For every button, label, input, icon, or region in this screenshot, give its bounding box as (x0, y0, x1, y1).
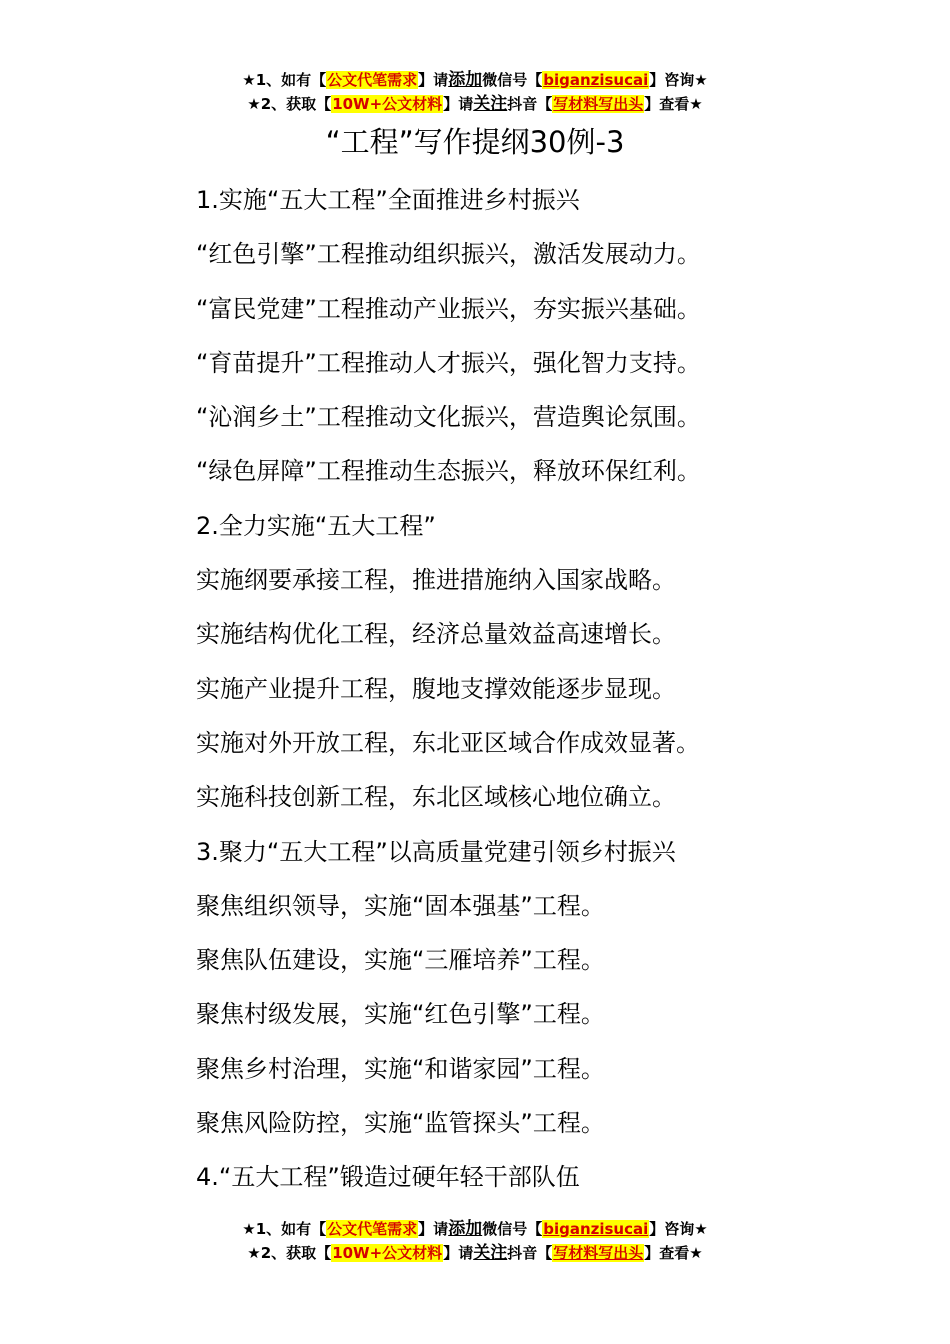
section-heading: 1.实施“五大工程”全面推进乡村振兴 (196, 186, 580, 214)
body-line: 聚焦队伍建设，实施“三雁培养”工程。 (196, 946, 605, 975)
banner-line-2-mid2: 抖音【 (507, 1244, 553, 1262)
banner-line-1-mid: 】请 (418, 1220, 449, 1238)
banner-line-1-mid: 】请 (418, 71, 449, 89)
body-line: 聚焦风险防控，实施“监管探头”工程。 (196, 1109, 605, 1138)
banner-line-2-mid: 】请 (443, 1244, 474, 1262)
banner-line-1-highlight-service: 公文代笔需求 (327, 1220, 418, 1238)
banner-line-1-emphasis: 添加 (448, 70, 483, 90)
banner-line-2 (0, 92, 950, 116)
body-line: “红色引擎”工程推动组织振兴，激活发展动力。 (196, 240, 701, 269)
banner-line-1-suffix: 】咨询★ (649, 1220, 708, 1238)
banner-line-2-highlight-materials: 10W+公文材料 (332, 95, 443, 113)
banner-line-2-douyin-account: 写材料写出头 (553, 1244, 644, 1262)
body-line: 实施结构优化工程，经济总量效益高速增长。 (196, 620, 676, 649)
banner-line-1-prefix: ★1、如有【 (242, 71, 327, 89)
document-title: “工程”写作提纲30例-3 (325, 125, 625, 159)
banner-line-2 (0, 1241, 950, 1265)
banner-line-2-douyin-account: 写材料写出头 (553, 95, 644, 113)
banner-line-2-mid: 】请 (443, 95, 474, 113)
body-line: “富民党建”工程推动产业振兴，夯实振兴基础。 (196, 294, 701, 323)
banner-line-1 (0, 1217, 950, 1241)
top-banner (0, 68, 950, 116)
banner-line-2-emphasis: 关注 (473, 94, 508, 114)
body-line: 聚焦乡村治理，实施“和谐家园”工程。 (196, 1054, 605, 1083)
section-heading: 2.全力实施“五大工程” (196, 511, 436, 540)
body-line: “绿色屏障”工程推动生态振兴，释放环保红利。 (196, 457, 701, 486)
banner-line-2-emphasis: 关注 (473, 1243, 508, 1263)
banner-line-1-wechat-id: biganzisucai (543, 1220, 649, 1238)
banner-line-1-prefix: ★1、如有【 (242, 1220, 327, 1238)
body-line: 聚焦组织领导，实施“固本强基”工程。 (196, 891, 605, 920)
body-line: 实施纲要承接工程，推进措施纳入国家战略。 (196, 566, 676, 595)
banner-line-1-emphasis: 添加 (448, 1219, 483, 1239)
banner-line-2-suffix: 】查看★ (644, 95, 703, 113)
document-body (196, 173, 916, 1205)
banner-line-2-suffix: 】查看★ (644, 1244, 703, 1262)
banner-line-2-highlight-materials: 10W+公文材料 (332, 1244, 443, 1262)
banner-line-2-prefix: ★2、获取【 (247, 1244, 332, 1262)
section-heading: 4.“五大工程”锻造过硬年轻干部队伍 (196, 1163, 580, 1192)
body-line: 实施产业提升工程，腹地支撑效能逐步显现。 (196, 674, 676, 703)
banner-line-1-highlight-service: 公文代笔需求 (327, 71, 418, 89)
body-line: 聚焦村级发展，实施“红色引擎”工程。 (196, 1000, 605, 1029)
body-line: “育苗提升”工程推动人才振兴，强化智力支持。 (196, 348, 701, 377)
banner-line-2-prefix: ★2、获取【 (247, 95, 332, 113)
bottom-banner (0, 1217, 950, 1265)
body-line: “沁润乡土”工程推动文化振兴，营造舆论氛围。 (196, 403, 701, 432)
section-heading: 3.聚力“五大工程”以高质量党建引领乡村振兴 (196, 837, 676, 866)
banner-line-1-wechat-id: biganzisucai (543, 71, 649, 89)
banner-line-1-mid2: 微信号【 (482, 1220, 543, 1238)
banner-line-1-suffix: 】咨询★ (649, 71, 708, 89)
banner-line-1-mid2: 微信号【 (482, 71, 543, 89)
banner-line-2-mid2: 抖音【 (507, 95, 553, 113)
banner-line-1 (0, 68, 950, 92)
body-line: 实施科技创新工程，东北区域核心地位确立。 (196, 783, 676, 812)
body-line: 实施对外开放工程，东北亚区域合作成效显著。 (196, 728, 700, 757)
